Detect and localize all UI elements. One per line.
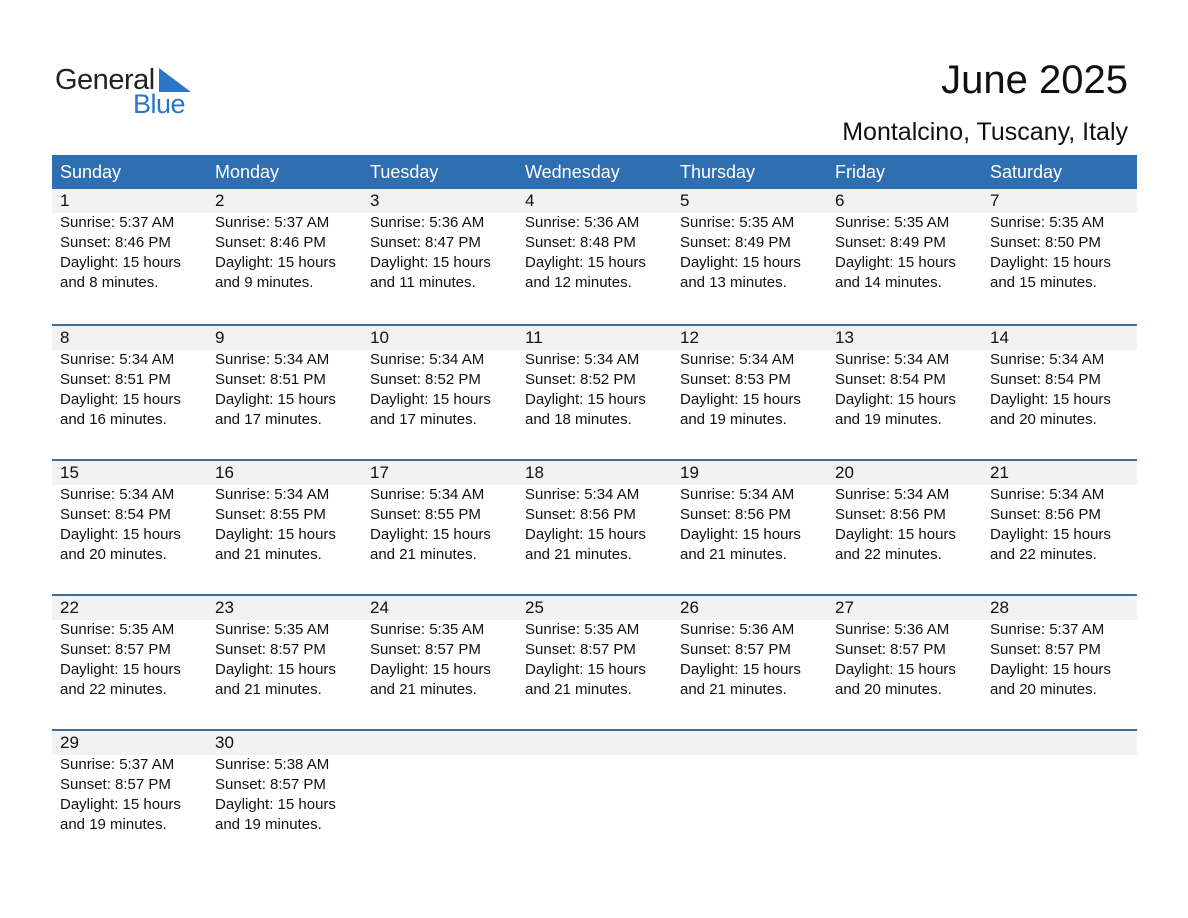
sunset-text: Sunset: 8:55 PM: [215, 506, 326, 523]
sunrise-text: Sunrise: 5:34 AM: [680, 351, 795, 368]
daylight-minutes-text: and 19 minutes.: [215, 816, 322, 833]
sunrise-text: Sunrise: 5:37 AM: [215, 214, 330, 231]
day-cell: [362, 596, 517, 729]
sunset-text: Sunset: 8:51 PM: [215, 371, 326, 388]
sunset-text: Sunset: 8:49 PM: [680, 234, 791, 251]
day-number: 15: [60, 463, 79, 482]
day-number: 3: [370, 191, 380, 210]
day-number: 6: [835, 191, 845, 210]
daylight-hours-text: Daylight: 15 hours: [525, 661, 646, 678]
daylight-minutes-text: and 16 minutes.: [60, 411, 167, 428]
daylight-minutes-text: and 9 minutes.: [215, 274, 314, 291]
daylight-hours-text: Daylight: 15 hours: [835, 391, 956, 408]
sunrise-text: Sunrise: 5:34 AM: [60, 351, 175, 368]
weekday-thursday: Thursday: [680, 162, 756, 182]
sunrise-text: Sunrise: 5:35 AM: [370, 621, 485, 638]
daylight-minutes-text: and 12 minutes.: [525, 274, 632, 291]
daylight-minutes-text: and 11 minutes.: [370, 274, 476, 291]
day-number: 8: [60, 328, 70, 347]
day-cell: [207, 326, 362, 459]
sunrise-text: Sunrise: 5:35 AM: [60, 621, 175, 638]
sunrise-text: Sunrise: 5:34 AM: [525, 351, 640, 368]
daylight-hours-text: Daylight: 15 hours: [215, 526, 336, 543]
daylight-hours-text: Daylight: 15 hours: [835, 526, 956, 543]
day-cell: [672, 189, 827, 324]
day-cell: [982, 326, 1137, 459]
day-number: 21: [990, 463, 1009, 482]
day-number: 4: [525, 191, 535, 210]
daylight-hours-text: Daylight: 15 hours: [60, 661, 181, 678]
sunset-text: Sunset: 8:46 PM: [60, 234, 171, 251]
daylight-hours-text: Daylight: 15 hours: [680, 526, 801, 543]
sunrise-text: Sunrise: 5:35 AM: [680, 214, 795, 231]
sunrise-text: Sunrise: 5:35 AM: [990, 214, 1105, 231]
daylight-hours-text: Daylight: 15 hours: [370, 526, 491, 543]
daylight-hours-text: Daylight: 15 hours: [525, 391, 646, 408]
week-row: [52, 324, 1137, 459]
day-number: 26: [680, 598, 699, 617]
day-cell: [827, 461, 982, 594]
day-cell: [827, 189, 982, 324]
daylight-hours-text: Daylight: 15 hours: [835, 661, 956, 678]
sunrise-text: Sunrise: 5:36 AM: [370, 214, 485, 231]
weekday-wednesday: Wednesday: [525, 162, 620, 182]
sunrise-text: Sunrise: 5:34 AM: [990, 486, 1105, 503]
daylight-hours-text: Daylight: 15 hours: [215, 391, 336, 408]
sunrise-text: Sunrise: 5:34 AM: [60, 486, 175, 503]
sunset-text: Sunset: 8:57 PM: [525, 641, 636, 658]
day-cell: [517, 596, 672, 729]
daylight-hours-text: Daylight: 15 hours: [370, 661, 491, 678]
daylight-hours-text: Daylight: 15 hours: [215, 796, 336, 813]
sunset-text: Sunset: 8:46 PM: [215, 234, 326, 251]
daylight-minutes-text: and 21 minutes.: [525, 546, 632, 563]
daylight-minutes-text: and 21 minutes.: [215, 546, 322, 563]
daylight-hours-text: Daylight: 15 hours: [525, 526, 646, 543]
logo: [55, 64, 205, 120]
sunrise-text: Sunrise: 5:34 AM: [680, 486, 795, 503]
day-cell: [362, 461, 517, 594]
day-cell: [672, 596, 827, 729]
day-number: 20: [835, 463, 854, 482]
weekday-tuesday: Tuesday: [370, 162, 439, 182]
sunrise-text: Sunrise: 5:37 AM: [60, 756, 175, 773]
week-row: [52, 459, 1137, 594]
daylight-minutes-text: and 22 minutes.: [990, 546, 1097, 563]
daylight-hours-text: Daylight: 15 hours: [525, 254, 646, 271]
sunset-text: Sunset: 8:47 PM: [370, 234, 481, 251]
day-number: 19: [680, 463, 699, 482]
day-cell: [672, 731, 827, 864]
day-number: 7: [990, 191, 1000, 210]
day-number: 22: [60, 598, 79, 617]
sunset-text: Sunset: 8:49 PM: [835, 234, 946, 251]
day-cell: [827, 731, 982, 864]
sunrise-text: Sunrise: 5:36 AM: [680, 621, 795, 638]
day-cell: [52, 189, 207, 324]
sunrise-text: Sunrise: 5:34 AM: [835, 486, 950, 503]
day-number: 29: [60, 733, 79, 752]
sunset-text: Sunset: 8:53 PM: [680, 371, 791, 388]
daylight-minutes-text: and 17 minutes.: [370, 411, 477, 428]
day-number: 30: [215, 733, 234, 752]
daylight-minutes-text: and 21 minutes.: [680, 681, 787, 698]
day-number: 18: [525, 463, 544, 482]
sunset-text: Sunset: 8:48 PM: [525, 234, 636, 251]
day-cell: [207, 189, 362, 324]
day-cell: [362, 731, 517, 864]
day-cell: [517, 461, 672, 594]
day-number: 16: [215, 463, 234, 482]
page-title: June 2025: [941, 58, 1128, 102]
day-number: 23: [215, 598, 234, 617]
sunset-text: Sunset: 8:56 PM: [835, 506, 946, 523]
sunset-text: Sunset: 8:57 PM: [215, 776, 326, 793]
week-row: [52, 189, 1137, 324]
daylight-hours-text: Daylight: 15 hours: [990, 661, 1111, 678]
sunrise-text: Sunrise: 5:35 AM: [835, 214, 950, 231]
daylight-minutes-text: and 17 minutes.: [215, 411, 322, 428]
day-number: 28: [990, 598, 1009, 617]
sunset-text: Sunset: 8:52 PM: [370, 371, 481, 388]
sunrise-text: Sunrise: 5:37 AM: [60, 214, 175, 231]
daylight-hours-text: Daylight: 15 hours: [990, 526, 1111, 543]
day-cell: [52, 461, 207, 594]
daylight-minutes-text: and 19 minutes.: [60, 816, 167, 833]
daylight-hours-text: Daylight: 15 hours: [60, 526, 181, 543]
sunrise-text: Sunrise: 5:34 AM: [835, 351, 950, 368]
sunset-text: Sunset: 8:57 PM: [60, 641, 171, 658]
daylight-minutes-text: and 14 minutes.: [835, 274, 942, 291]
sunset-text: Sunset: 8:54 PM: [835, 371, 946, 388]
daylight-hours-text: Daylight: 15 hours: [60, 796, 181, 813]
day-number: 5: [680, 191, 690, 210]
day-number: 10: [370, 328, 389, 347]
sunset-text: Sunset: 8:56 PM: [990, 506, 1101, 523]
day-cell: [827, 596, 982, 729]
day-number: 27: [835, 598, 854, 617]
sunset-text: Sunset: 8:57 PM: [370, 641, 481, 658]
day-cell: [207, 596, 362, 729]
daylight-hours-text: Daylight: 15 hours: [60, 391, 181, 408]
weekday-monday: Monday: [215, 162, 280, 182]
sunrise-text: Sunrise: 5:34 AM: [525, 486, 640, 503]
sunset-text: Sunset: 8:57 PM: [60, 776, 171, 793]
sunset-text: Sunset: 8:52 PM: [525, 371, 636, 388]
week-row: [52, 594, 1137, 729]
sunset-text: Sunset: 8:50 PM: [990, 234, 1101, 251]
day-cell: [982, 731, 1137, 864]
sunset-text: Sunset: 8:56 PM: [680, 506, 791, 523]
daylight-hours-text: Daylight: 15 hours: [680, 661, 801, 678]
daylight-minutes-text: and 21 minutes.: [680, 546, 787, 563]
daylight-hours-text: Daylight: 15 hours: [990, 391, 1111, 408]
daylight-minutes-text: and 21 minutes.: [525, 681, 632, 698]
sunrise-text: Sunrise: 5:37 AM: [990, 621, 1105, 638]
daylight-hours-text: Daylight: 15 hours: [215, 661, 336, 678]
sunset-text: Sunset: 8:54 PM: [990, 371, 1101, 388]
weekday-header: [52, 155, 1137, 189]
day-cell: [982, 596, 1137, 729]
daylight-minutes-text: and 18 minutes.: [525, 411, 632, 428]
sunset-text: Sunset: 8:51 PM: [60, 371, 171, 388]
day-cell: [982, 461, 1137, 594]
sunset-text: Sunset: 8:54 PM: [60, 506, 171, 523]
daylight-minutes-text: and 22 minutes.: [60, 681, 167, 698]
day-cell: [52, 326, 207, 459]
sunrise-text: Sunrise: 5:34 AM: [215, 351, 330, 368]
day-cell: [672, 461, 827, 594]
sunrise-text: Sunrise: 5:35 AM: [215, 621, 330, 638]
sunrise-text: Sunrise: 5:38 AM: [215, 756, 330, 773]
sunrise-text: Sunrise: 5:36 AM: [835, 621, 950, 638]
daylight-hours-text: Daylight: 15 hours: [680, 254, 801, 271]
logo-word-blue: Blue: [133, 89, 186, 119]
calendar-grid: [52, 189, 1137, 864]
day-number: 1: [60, 191, 70, 210]
daylight-minutes-text: and 20 minutes.: [990, 411, 1097, 428]
sunset-text: Sunset: 8:56 PM: [525, 506, 636, 523]
sunset-text: Sunset: 8:55 PM: [370, 506, 481, 523]
sunrise-text: Sunrise: 5:34 AM: [370, 486, 485, 503]
location-subtitle: Montalcino, Tuscany, Italy: [842, 118, 1128, 146]
day-number: 13: [835, 328, 854, 347]
daylight-minutes-text: and 20 minutes.: [60, 546, 167, 563]
day-cell: [362, 326, 517, 459]
weekday-sunday: Sunday: [60, 162, 122, 182]
daylight-minutes-text: and 21 minutes.: [370, 546, 477, 563]
sunrise-text: Sunrise: 5:34 AM: [370, 351, 485, 368]
daylight-minutes-text: and 19 minutes.: [835, 411, 942, 428]
day-number: 24: [370, 598, 389, 617]
day-cell: [827, 326, 982, 459]
daylight-hours-text: Daylight: 15 hours: [60, 254, 181, 271]
sunrise-text: Sunrise: 5:34 AM: [215, 486, 330, 503]
daylight-hours-text: Daylight: 15 hours: [835, 254, 956, 271]
day-number: 14: [990, 328, 1009, 347]
sunrise-text: Sunrise: 5:34 AM: [990, 351, 1105, 368]
day-number: 2: [215, 191, 225, 210]
daylight-minutes-text: and 21 minutes.: [370, 681, 477, 698]
daylight-hours-text: Daylight: 15 hours: [370, 254, 491, 271]
day-number: 17: [370, 463, 389, 482]
daylight-minutes-text: and 8 minutes.: [60, 274, 159, 291]
day-cell: [672, 326, 827, 459]
weekday-friday: Friday: [835, 162, 886, 182]
day-number: 12: [680, 328, 699, 347]
sunset-text: Sunset: 8:57 PM: [680, 641, 791, 658]
daylight-hours-text: Daylight: 15 hours: [680, 391, 801, 408]
day-cell: [207, 731, 362, 864]
logo-word-general: General: [55, 64, 155, 96]
day-cell: [517, 731, 672, 864]
daylight-minutes-text: and 20 minutes.: [990, 681, 1097, 698]
day-cell: [517, 326, 672, 459]
day-cell: [517, 189, 672, 324]
daylight-hours-text: Daylight: 15 hours: [370, 391, 491, 408]
day-number: 25: [525, 598, 544, 617]
day-number: 11: [525, 328, 543, 347]
daylight-hours-text: Daylight: 15 hours: [215, 254, 336, 271]
day-cell: [362, 189, 517, 324]
day-cell: [52, 731, 207, 864]
sunset-text: Sunset: 8:57 PM: [835, 641, 946, 658]
daylight-minutes-text: and 20 minutes.: [835, 681, 942, 698]
daylight-minutes-text: and 21 minutes.: [215, 681, 322, 698]
sunrise-text: Sunrise: 5:36 AM: [525, 214, 640, 231]
day-number: 9: [215, 328, 225, 347]
day-cell: [982, 189, 1137, 324]
daylight-hours-text: Daylight: 15 hours: [990, 254, 1111, 271]
daylight-minutes-text: and 13 minutes.: [680, 274, 787, 291]
sunset-text: Sunset: 8:57 PM: [990, 641, 1101, 658]
sunrise-text: Sunrise: 5:35 AM: [525, 621, 640, 638]
day-cell: [52, 596, 207, 729]
week-row: [52, 729, 1137, 864]
weekday-saturday: Saturday: [990, 162, 1063, 182]
daylight-minutes-text: and 19 minutes.: [680, 411, 787, 428]
day-cell: [207, 461, 362, 594]
sunset-text: Sunset: 8:57 PM: [215, 641, 326, 658]
daylight-minutes-text: and 22 minutes.: [835, 546, 942, 563]
daylight-minutes-text: and 15 minutes.: [990, 274, 1097, 291]
